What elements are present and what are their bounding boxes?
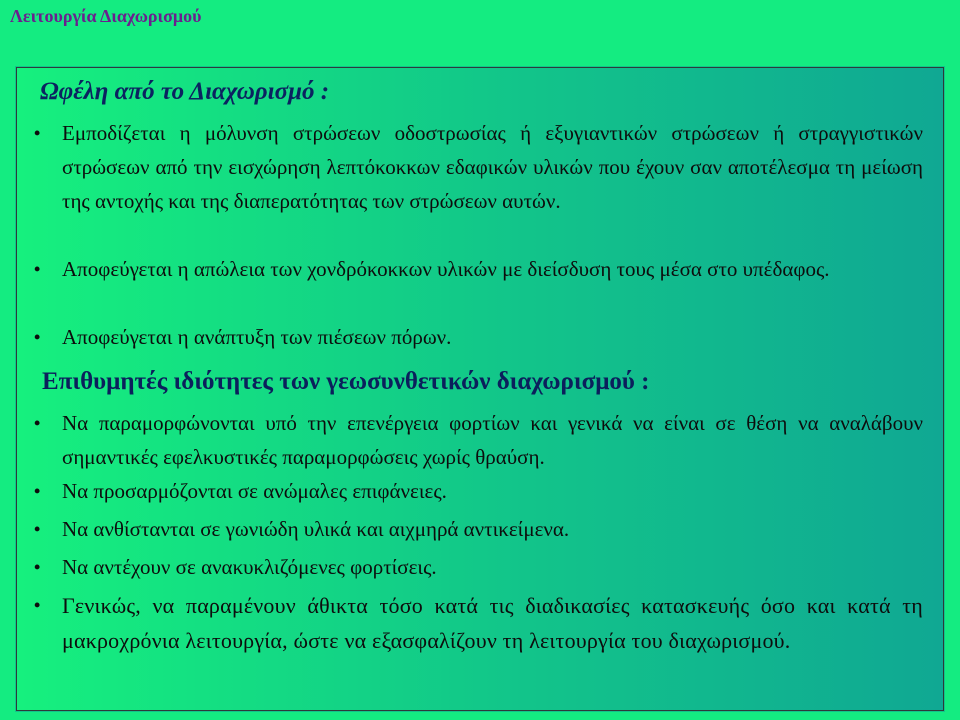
bullet-icon: • [34, 519, 41, 539]
list-item [34, 512, 923, 546]
bullet-icon: • [34, 259, 41, 279]
section-heading-properties: Επιθυμητές ιδιότητες των γεωσυνθετικών διαχωρισμού : [42, 368, 650, 395]
bullet-icon: • [34, 123, 41, 143]
slide-header-title: Λειτουργία Διαχωρισμού [10, 6, 202, 26]
list-item [34, 116, 923, 218]
bullet-icon: • [34, 481, 41, 501]
bullet-text: Να προσαρμόζονται σε ανώμαλες επιφάνειες. [62, 479, 447, 503]
list-item [34, 550, 923, 584]
bullet-icon: • [34, 595, 41, 615]
list-item [34, 474, 923, 508]
bullet-text: Γενικώς, να παραμένουν άθικτα τόσο κατά τις διαδικασίες κατασκευής όσο και κατά τη μακροχρόνια λειτουργία, ώστε να εξασφαλίζουν τη λειτουργία του διαχωρισμού. [62, 593, 923, 653]
bullet-text: Εμποδίζεται η μόλυνση στρώσεων οδοστρωσίας ή εξυγιαντικών στρώσεων ή στραγγιστικών στρώσεων από την εισχώρηση λεπτόκοκκων εδαφικών υλικών που έχουν σαν αποτέλεσμα τη μείωση της αντοχής και της διαπερατότητας των στρώσεων αυτών. [62, 121, 923, 213]
bullet-text: Αποφεύγεται η ανάπτυξη των πιέσεων πόρων. [62, 325, 452, 349]
list-item [34, 320, 923, 354]
bullet-icon: • [34, 327, 41, 347]
bullet-text: Αποφεύγεται η απώλεια των χονδρόκοκκων υλικών με διείσδυση τους μέσα στο υπέδαφος. [62, 257, 830, 281]
section-heading-benefits: Ωφέλη από το Διαχωρισμό : [40, 78, 330, 105]
bullet-text: Να ανθίστανται σε γωνιώδη υλικά και αιχμηρά αντικείμενα. [62, 517, 570, 541]
list-item [34, 406, 923, 474]
bullet-icon: • [34, 413, 41, 433]
bullet-text: Να παραμορφώνονται υπό την επενέργεια φορτίων και γενικά να είναι σε θέση να αναλάβουν σημαντικές εφελκυστικές παραμορφώσεις χωρίς θραύση. [62, 411, 923, 469]
bullet-text: Να αντέχουν σε ανακυκλιζόμενες φορτίσεις. [62, 555, 437, 579]
bullet-icon: • [34, 557, 41, 577]
list-item [34, 588, 923, 658]
list-item [34, 252, 923, 286]
